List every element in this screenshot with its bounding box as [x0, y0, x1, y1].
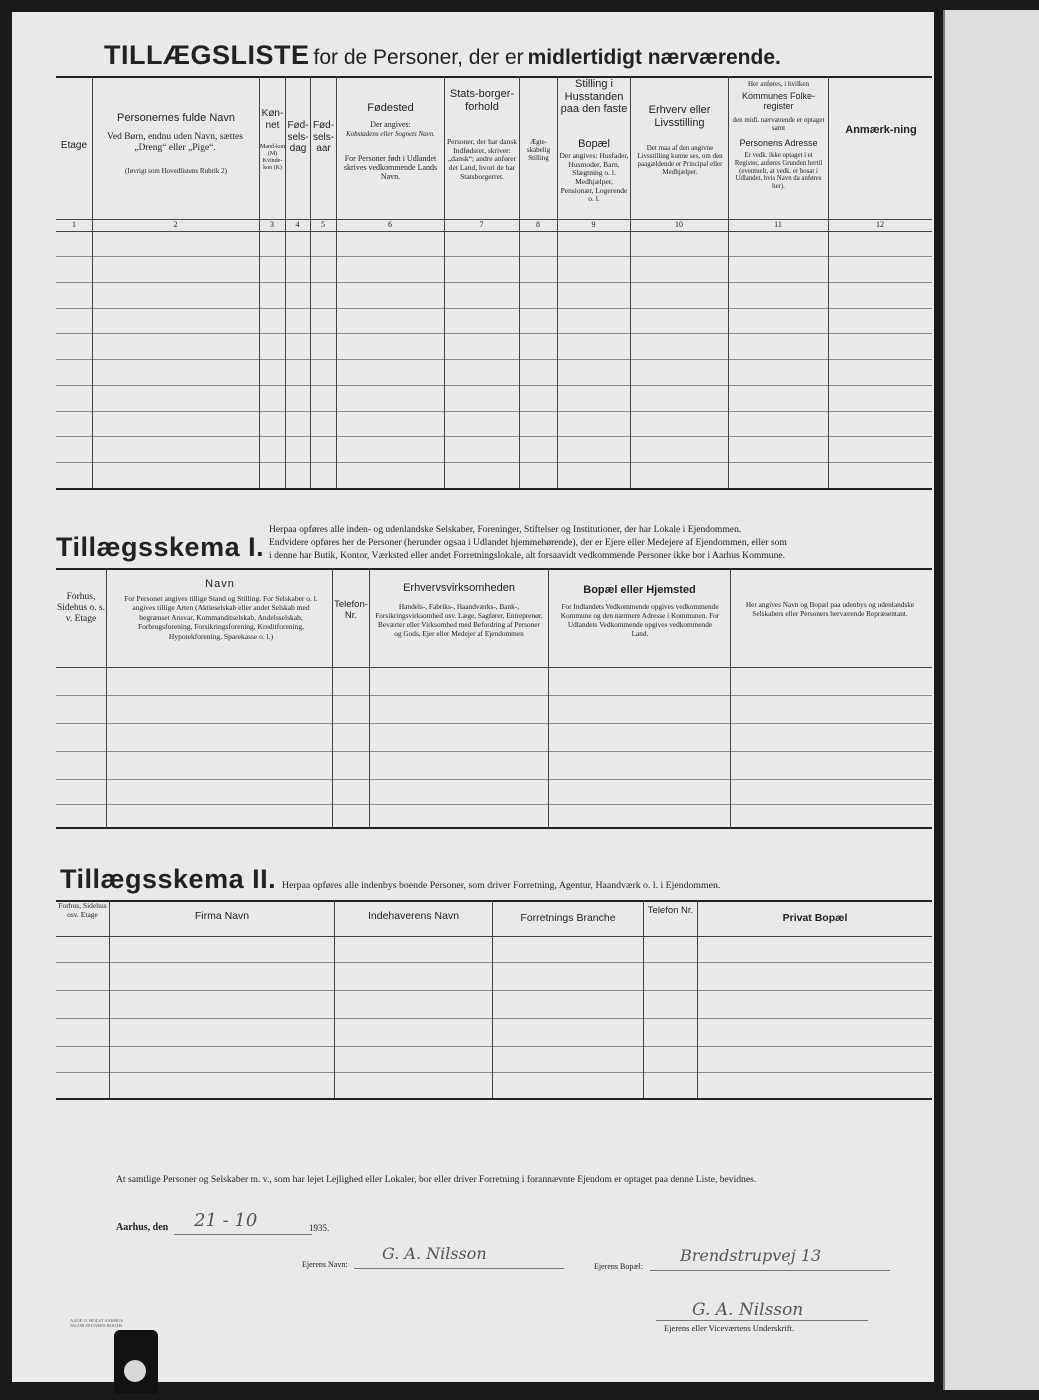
- colno-4: 4: [295, 220, 300, 229]
- col-occupation-title: Erhverv eller Livsstilling: [648, 104, 711, 129]
- col-register-d: Personens Adresse: [739, 138, 818, 148]
- col-register-a: Her anføres, i hvilken: [747, 80, 810, 88]
- adjacent-page: [943, 10, 1039, 1390]
- colno-7: 7: [479, 220, 484, 229]
- col-gender: Køn-net: [261, 108, 284, 131]
- col-remarks: Anmærk-ning: [845, 124, 917, 136]
- colno-11: 11: [774, 220, 782, 229]
- col-name-note: (Iøvrigt som Hovedlistens Rubrik 2): [125, 167, 227, 175]
- census-form-page: [12, 12, 934, 1382]
- owner-address-handwritten: Brendstrupvej 13: [680, 1246, 822, 1265]
- skema2-col-etage: Forhus, Sidehus osv. Etage: [58, 901, 107, 919]
- colno-6: 6: [388, 220, 392, 229]
- col-gender-sub: Mand-kon (M) Kvinde-kon (K): [260, 144, 285, 171]
- col-household-title: Stilling i Husstanden paa den faste: [560, 78, 628, 116]
- signature-label: Ejerens eller Viceværtens Underskrift.: [664, 1323, 795, 1333]
- col-household-sub: Der angives: Husfader, Husmoder, Barn, Slægtning o. l. Medhjælper, Pensionær, Logerende o. l.: [559, 151, 629, 204]
- col-etage: Etage: [60, 140, 88, 151]
- place-label: Aarhus, den: [116, 1222, 169, 1233]
- skema1-col-phone: Telefon-Nr.: [334, 599, 368, 621]
- skema1-intro-line2: Endvidere opføres her de Personer (herunder ogsaa i Udlandet hjemmehørende), der er Ejere eller Medejere af Ejendommen, eller som: [269, 536, 787, 548]
- owner-name-handwritten: G. A. Nilsson: [382, 1244, 487, 1263]
- col-occupation-sub: Det maa af den angivne Livsstilling kunne ses, om den paagældende er Principal eller Medhjælper.: [637, 144, 723, 177]
- colno-8: 8: [536, 220, 540, 229]
- col-birthplace-sub3: For Personer født i Udlandet skrives vedkommende Lands Navn.: [343, 154, 438, 182]
- col-name-sub: Ved Børn, endnu uden Navn, sættes „Dreng“ eller „Pige“.: [107, 132, 243, 153]
- colno-12: 12: [876, 220, 884, 229]
- skema1-col-name-title: Navn: [205, 578, 235, 590]
- col-birthplace-sub2: Kobstadens eller Sognets Navn.: [345, 130, 436, 138]
- skema1-intro: [269, 524, 934, 563]
- list-title-rest: for de Personer, der er: [313, 46, 524, 69]
- page-title: [104, 40, 781, 71]
- col-register-c: den midl. nærværende er optaget samt: [732, 116, 825, 133]
- skema1-col-representative: Her angives Navn og Bopæl paa udenbys og udenlandske Selskabers eller Personers herværende Repræsentant.: [745, 600, 915, 619]
- owner-address-label: Ejerens Bopæl:: [594, 1262, 644, 1271]
- printer-mark: AAGE O. HOLST AARHUS JACOB ZEUNERS BOGTR.: [70, 1318, 124, 1329]
- skema1-intro-line3: i denne har Butik, Kontor, Værksted eller andet Forretningslokale, alt forsaavidt vedkommende Personer ikke bor i Aarhus Kommune.: [269, 549, 786, 561]
- year-label: 1935.: [309, 1223, 330, 1233]
- attestation-text: At samtlige Personer og Selskaber m. v., som har lejet Lejlighed eller Lokaler, bor eller driver Forretning i forannævnte Ejendom er optaget paa denne Liste, bevidnes.: [116, 1174, 757, 1185]
- owner-name-label: Ejerens Navn:: [302, 1260, 348, 1269]
- col-register-e: Er vedk. ikke optaget i et Register, anføres Grunden hertil (eventuelt, at vedk. er bosat i Udlandet, hvis Navn da anføres her).: [734, 152, 823, 191]
- col-birthplace-sub1: Der angives:: [370, 120, 411, 129]
- col-name-title: Personernes fulde Navn: [116, 112, 235, 124]
- list-title: TILLÆGSLISTE: [104, 40, 310, 70]
- skema2-col-owner: Indehaverens Navn: [367, 910, 460, 922]
- colno-5: 5: [321, 220, 325, 229]
- skema2-intro: Herpaa opføres alle indenbys boende Personer, som driver Forretning, Agentur, Haandværk o. l. i Ejendommen.: [282, 880, 721, 891]
- skema2-col-firm: Firma Navn: [194, 910, 250, 922]
- skema1-col-address-title: Bopæl eller Hjemsted: [583, 584, 696, 596]
- signature-handwritten: G. A. Nilsson: [692, 1300, 804, 1320]
- skema1-intro-line1: Herpaa opføres alle inden- og udenlandske Selskaber, Foreninger, Stiftelser og Institutioner, der har Lokale i Ejendommen.: [269, 524, 742, 535]
- skema1-col-name-sub: For Personer angives tillige Stand og Stilling. For Selskaber o. l. angives tillige Arten (Aktieselskab eller andet Selskab med begrænset Ansvar, Kommanditselskab, Andelsselskab, Forbrugsforening, Forsikringsforening, Kreditforening, Hypotekforening, Sparekasse o. l.): [124, 594, 318, 641]
- colno-10: 10: [675, 220, 683, 229]
- colno-1: 1: [72, 220, 76, 229]
- col-birthplace-title: Fødested: [367, 102, 414, 114]
- colno-2: 2: [173, 220, 178, 229]
- skema1-title: Tillægsskema I.: [56, 532, 265, 562]
- skema1-col-business-sub: Handels-, Fabriks-, Haandværks-, Bank-, Forsikringsvirksomhed osv. Læge, Sagfører, Entreprenør, Beværter eller Virksomhed med Befordring af Personer og Gods, Ejer eller Medejer af Ejendommen: [375, 602, 543, 639]
- skema1-col-address-sub: For Indlandets Vedkommende opgives vedkommende Kommune og den nærmere Adresse i Kommunen. For Udlandets Vedkommende opgives vedkommende Land.: [560, 602, 720, 639]
- col-citizenship-sub: Personer, der har dansk Indfødsret, skriver: „dansk“; andre anfører det Land, hvori de har Statsborgerret.: [446, 137, 518, 181]
- skema1-col-etage: Forhus, Sidehus o. s. v. Etage: [56, 592, 106, 624]
- col-citizenship-title: Stats-borger-forhold: [449, 88, 515, 113]
- col-birthday: Fød-sels-dag: [287, 120, 309, 154]
- colno-9: 9: [591, 220, 596, 229]
- list-title-emph: midlertidigt nærværende.: [527, 46, 781, 69]
- skema2-col-private-address: Privat Bopæl: [782, 912, 848, 924]
- skema2-col-branch: Forretnings Branche: [520, 912, 616, 924]
- col-household-bopael: Bopæl: [578, 138, 610, 150]
- binder-clip: [114, 1330, 158, 1394]
- skema2-title: Tillægsskema II.: [60, 864, 277, 894]
- col-birthyear: Fød-sels-aar: [312, 120, 335, 154]
- skema2-col-phone: Telefon Nr.: [647, 905, 694, 916]
- date-handwritten: 21 - 10: [194, 1210, 258, 1231]
- skema1-col-business-title: Erhvervsvirksomheden: [403, 582, 515, 594]
- colno-3: 3: [270, 220, 274, 229]
- col-marital: Ægte-skabelig Stilling: [526, 138, 551, 163]
- col-register-b: Kommunes Folke-register: [741, 91, 816, 112]
